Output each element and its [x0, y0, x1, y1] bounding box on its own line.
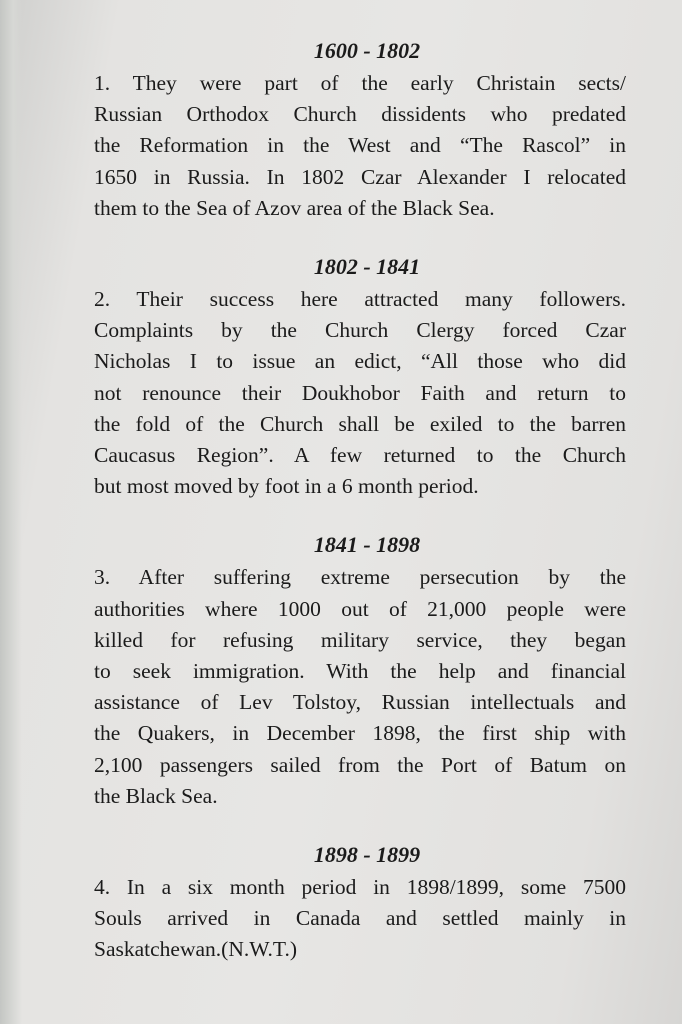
paragraph-line: 4. In a six month period in 1898/1899, some 7500 [94, 875, 626, 900]
timeline-document [94, 38, 626, 996]
paragraph-line: Souls arrived in Canada and settled mainly in [94, 906, 626, 931]
timeline-section-4 [94, 842, 626, 966]
period-heading: 1802 - 1841 [313, 254, 421, 280]
paragraph-line: 3. After suffering extreme persecution by the [94, 565, 626, 590]
paragraph-line: 2,100 passengers sailed from the Port of Batum on [94, 752, 626, 777]
period-heading: 1841 - 1898 [313, 532, 421, 558]
paragraph-line: Nicholas I to issue an edict, “All those who did [94, 349, 626, 374]
timeline-section-3 [94, 532, 626, 812]
paragraph-line: the Reformation in the West and “The Rascol” in [94, 133, 626, 158]
paragraph-line: 1650 in Russia. In 1802 Czar Alexander I relocated [94, 164, 626, 189]
paragraph-line: the fold of the Church shall be exiled to the barren [94, 411, 626, 436]
paragraph-line: them to the Sea of Azov area of the Black Sea. [94, 195, 495, 220]
paragraph-line: the Black Sea. [94, 783, 218, 808]
section-paragraph [94, 872, 626, 966]
paragraph-line: authorities where 1000 out of 21,000 people were [94, 596, 626, 621]
paragraph-line: Saskatchewan.(N.W.T.) [94, 937, 297, 962]
period-heading: 1600 - 1802 [313, 38, 421, 63]
paragraph-line: 1. They were part of the early Christain sects/ [94, 71, 626, 95]
section-paragraph [94, 68, 626, 224]
timeline-section-1 [94, 38, 626, 224]
paragraph-line: Russian Orthodox Church dissidents who predated [94, 102, 626, 127]
paragraph-line: Caucasus Region”. A few returned to the Church [94, 443, 626, 468]
paragraph-line: killed for refusing military service, they began [94, 627, 626, 652]
period-heading: 1898 - 1899 [313, 842, 421, 868]
paragraph-line: 2. Their success here attracted many followers. [94, 287, 626, 312]
paragraph-line: Complaints by the Church Clergy forced Czar [94, 318, 626, 343]
section-paragraph [94, 284, 626, 502]
timeline-section-2 [94, 254, 626, 502]
paragraph-line: not renounce their Doukhobor Faith and return to [94, 380, 626, 405]
paragraph-line: but most moved by foot in a 6 month period. [94, 474, 479, 499]
paragraph-line: to seek immigration. With the help and financial [94, 659, 626, 684]
paragraph-line: assistance of Lev Tolstoy, Russian intellectuals and [94, 690, 626, 715]
paragraph-line: the Quakers, in December 1898, the first ship with [94, 721, 626, 746]
section-paragraph [94, 562, 626, 812]
